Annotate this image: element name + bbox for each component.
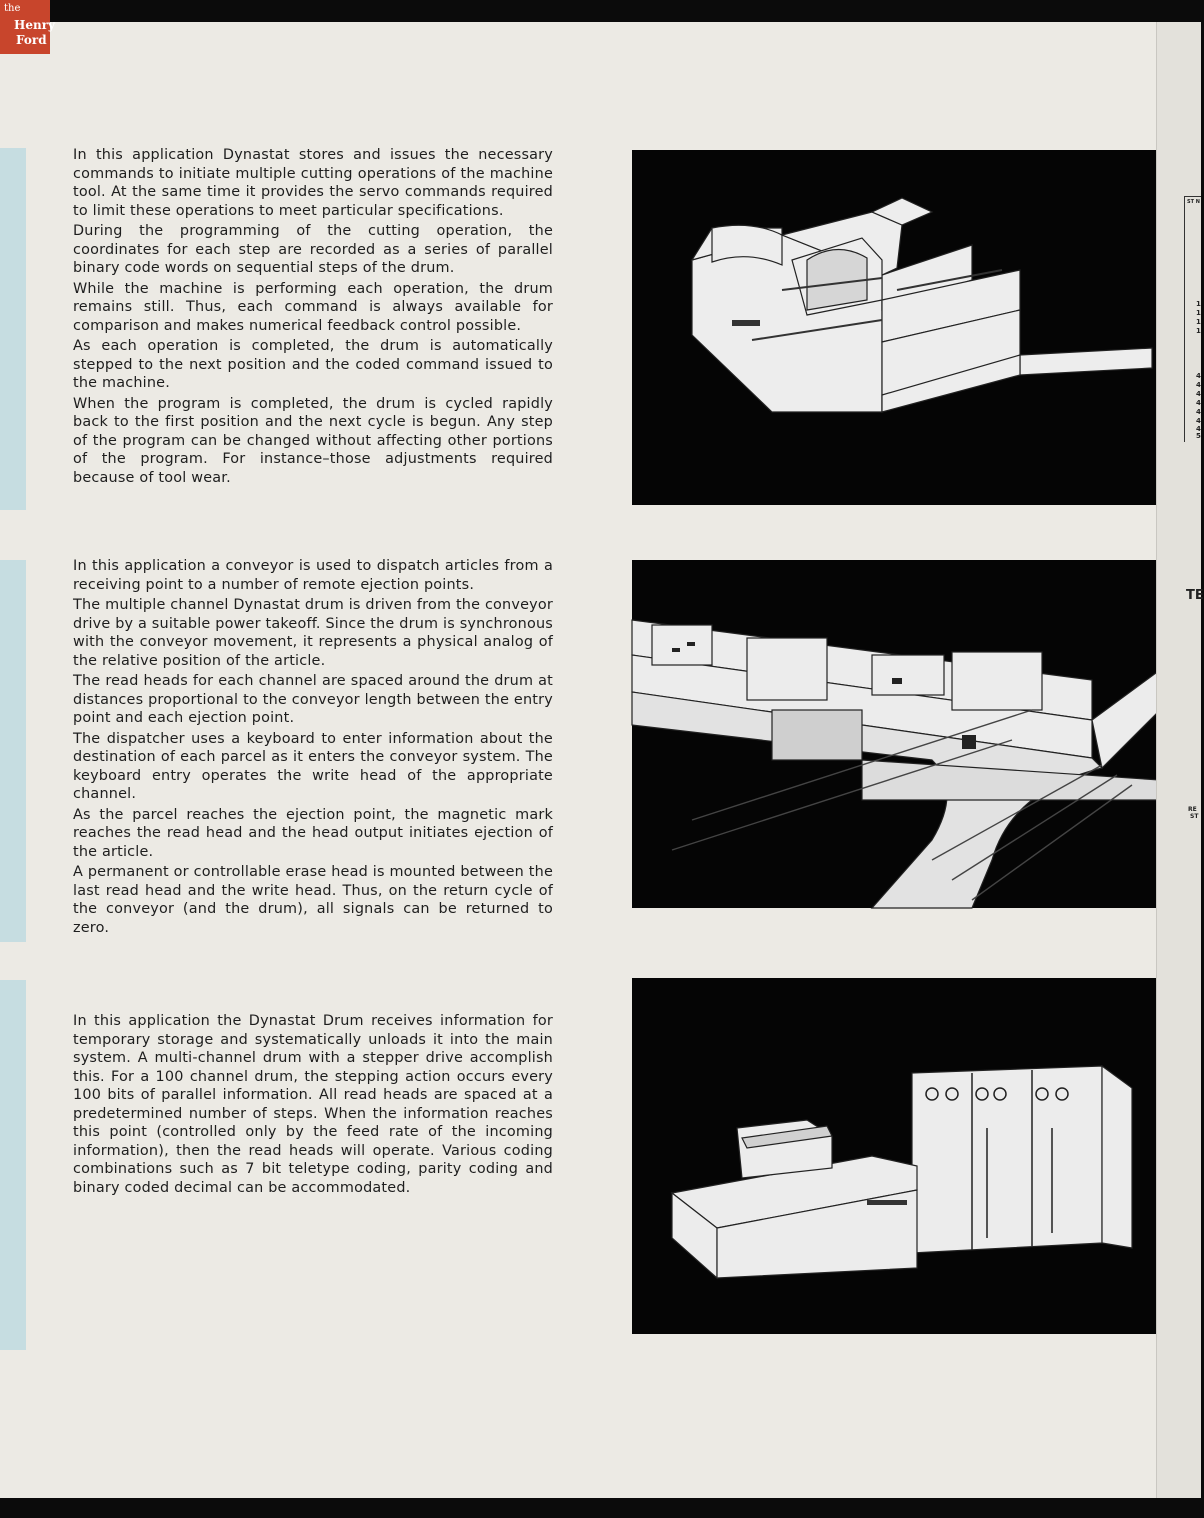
logo-text-the: the (4, 3, 21, 14)
paragraph: In this application Dynastat stores and issues the necessary commands to initiate multiple cutting operations of the machine tool. At the same time it provides the servo commands required to limit these operations to meet particular specifications. (73, 147, 553, 219)
edge-row-number: 1 (1196, 327, 1201, 335)
edge-row-number: 1 (1196, 309, 1201, 317)
paragraph: As each operation is completed, the drum is automatically stepped to the next position and the coded command issued to the machine. (73, 338, 553, 391)
paragraph: During the programming of the cutting operation, the coordinates for each step are recorded as a series of parallel binary code words on sequential steps of the drum. (73, 223, 553, 276)
edge-row-number: 1 (1196, 318, 1201, 326)
machine-tool-drawing (632, 150, 1160, 505)
edge-row-number: 4 (1196, 390, 1201, 398)
edge-row-number: 5 (1196, 432, 1201, 440)
section-buffer-storage-text (73, 1012, 553, 1197)
paragraph: When the program is completed, the drum is cycled rapidly back to the first position and the next cycle is begun. Any step of the program can be changed without affecting other portions of the program. For instance–those adjustments required because of tool wear. (73, 395, 553, 486)
section-machine-tool-text (73, 146, 553, 487)
paragraph: The multiple channel Dynastat drum is driven from the conveyor drive by a suitable power takeoff. Since the drum is synchronous with the conveyor movement, it represents a physical analog of the relative position of the article. (73, 597, 554, 669)
edge-table-header: ST N (1187, 199, 1200, 205)
paragraph: In this application the Dynastat Drum receives information for temporary storage and systematically unloads it into the main system. A multi-channel drum with a stepper drive accomplish this. For a 100 channel drum, the stepping action occurs every 100 bits of parallel information. All read heads are spaced at a predetermined number of steps. When the information reaches this point (controlled only by the feed rate of the incoming information), then the read heads will operate. Various coding combinations such as 7 bit teletype coding, parity coding and binary coded decimal can be accommodated. (73, 1013, 553, 1196)
paragraph: In this application a conveyor is used to dispatch articles from a receiving point to a number of remote ejection points. (73, 558, 553, 593)
console-cabinet-illustration (632, 978, 1160, 1334)
edge-label-fragment: ST (1190, 813, 1199, 820)
edge-heading-fragment: TE (1186, 588, 1204, 603)
edge-row-number: 4 (1196, 372, 1201, 380)
conveyor-illustration (632, 560, 1160, 908)
edge-row-number: 4 (1196, 408, 1201, 416)
left-tab-strip (0, 148, 26, 510)
edge-row-number: 4 (1196, 381, 1201, 389)
machine-tool-illustration (632, 150, 1160, 505)
edge-row-number: 4 (1196, 425, 1201, 433)
section-conveyor-text (73, 557, 553, 937)
paragraph: The dispatcher uses a keyboard to enter information about the destination of each parcel as it enters the conveyor system. The keyboard entry operates the write head of the appropriate channel. (73, 730, 553, 802)
left-tab-strip (0, 560, 26, 942)
logo-text-ford: Ford (16, 33, 47, 47)
edge-label-fragment: RE (1188, 806, 1197, 813)
paragraph: The read heads for each channel are spaced around the drum at distances proportional to the conveyor length between the entry point and each ejection point. (73, 673, 553, 726)
paragraph: A permanent or controllable erase head is mounted between the last read head and the write head. Thus, on the return cycle of the conveyor (and the drum), all signals can be returned to zero. (73, 864, 553, 936)
paragraph: As the parcel reaches the ejection point, the magnetic mark reaches the read head and the head output initiates ejection of the article. (73, 806, 553, 860)
edge-row-number: 1 (1196, 300, 1201, 308)
paragraph: While the machine is performing each operation, the drum remains still. Thus, each command is always available for comparison and makes numerical feedback control possible. (73, 280, 553, 334)
henry-ford-logo (0, 0, 55, 54)
left-tab-strip (0, 980, 26, 1350)
edge-row-number: 4 (1196, 399, 1201, 407)
logo-text-henry: Henry (14, 18, 55, 32)
edge-row-number: 4 (1196, 417, 1201, 425)
conveyor-drawing (632, 560, 1160, 908)
console-cabinet-drawing (632, 978, 1160, 1334)
